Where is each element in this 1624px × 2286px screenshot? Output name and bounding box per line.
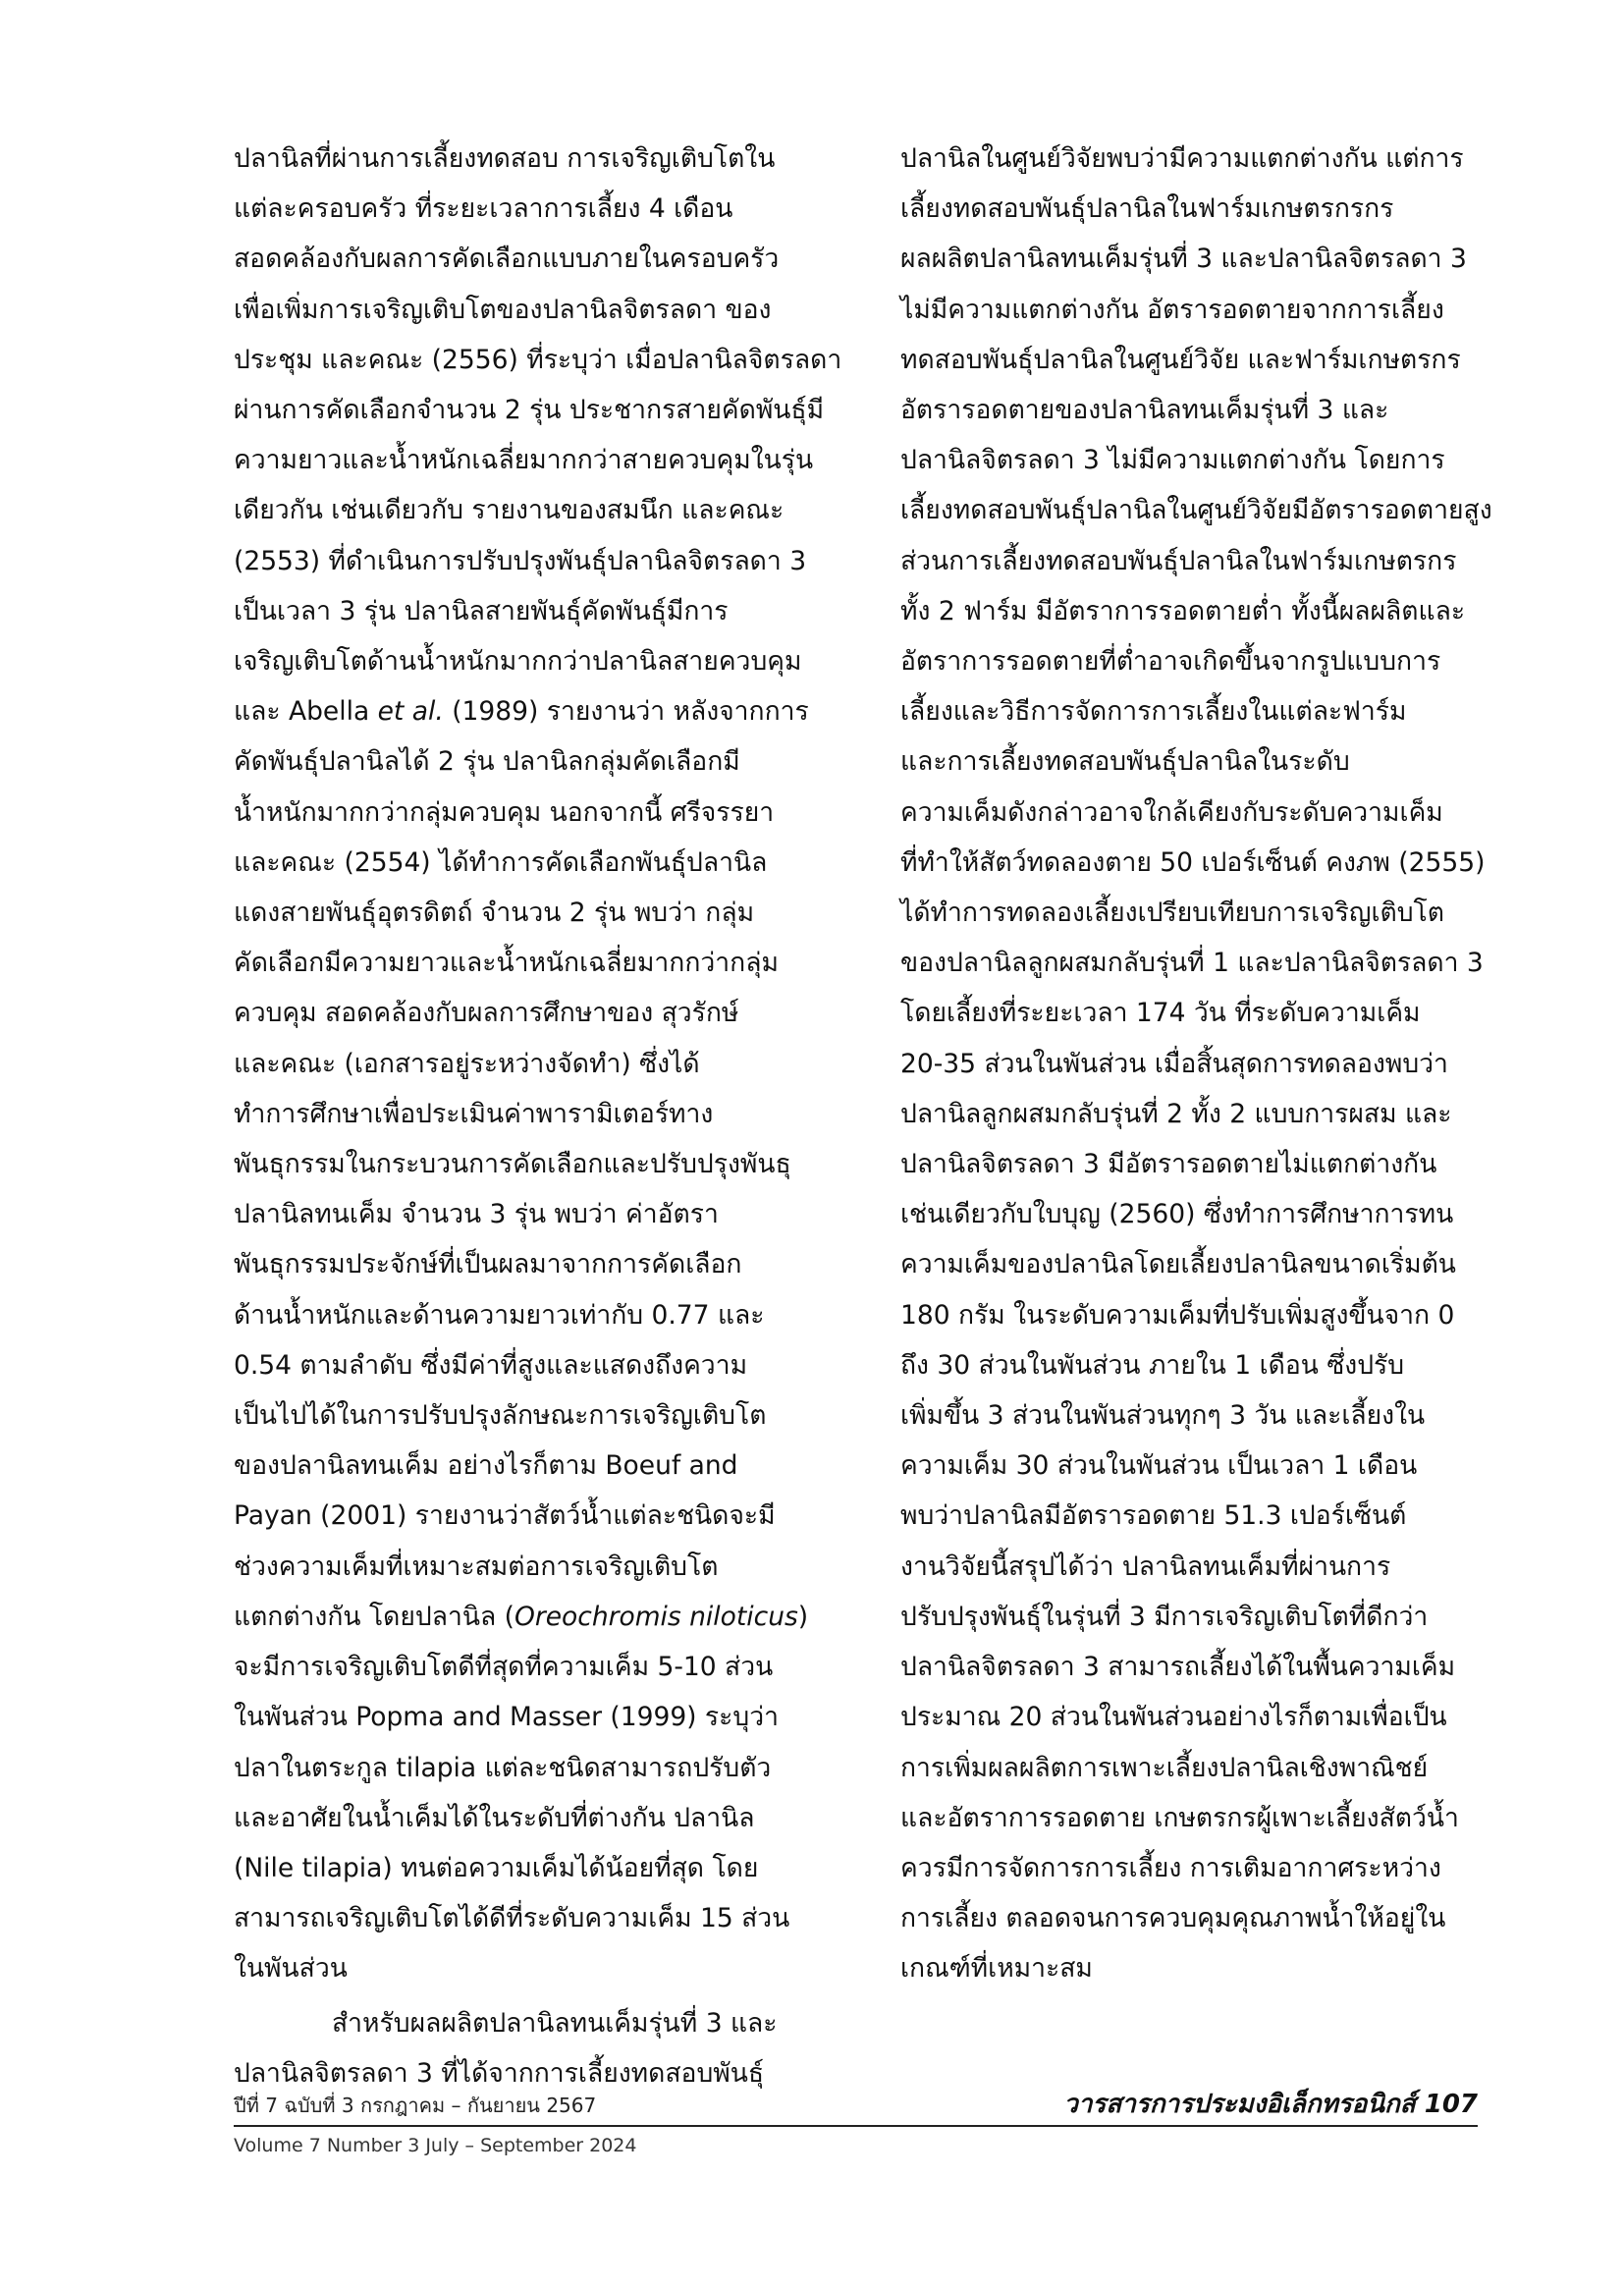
text-line: ปลานิลจิตรลดา 3 ไม่มีความแตกต่างกัน โดยการ — [900, 445, 1445, 476]
text-line: ด้านน้ำหนักและด้านความยาวเท่ากับ 0.77 และ — [234, 1299, 765, 1331]
text-line: การเพิ่มผลผลิตการเพาะเลี้ยงปลานิลเชิงพาณิชย์ — [900, 1752, 1429, 1783]
text-line: ความยาวและน้ำหนักเฉลี่ยมากกว่าสายควบคุมในรุ่น — [234, 445, 814, 476]
text-line: 20-35 ส่วนในพันส่วน เมื่อสิ้นสุดการทดลองพบว่า — [900, 1048, 1448, 1079]
text-line: เป็นเวลา 3 รุ่น ปลานิลสายพันธุ์คัดพันธุ์มีการ — [234, 595, 729, 626]
text-line: แดงสายพันธุ์อุตรดิตถ์ จำนวน 2 รุ่น พบว่า กลุ่ม — [234, 898, 755, 929]
text-line: เกณฑ์ที่เหมาะสม — [900, 1953, 1093, 1985]
text-line: ปลานิลจิตรลดา 3 มีอัตรารอดตายไม่แตกต่างกัน — [900, 1149, 1437, 1180]
text-line: แตกต่างกัน โดยปลานิล (Oreochromis niloticus) — [234, 1601, 809, 1632]
text-line: และคณะ (เอกสารอยู่ระหว่างจัดทำ) ซึ่งได้ — [234, 1048, 700, 1079]
text-line: ควรมีการจัดการการเลี้ยง การเติมอากาศระหว่าง — [900, 1852, 1441, 1883]
text-line: และการเลี้ยงทดสอบพันธุ์ปลานิลในระดับ — [900, 746, 1350, 778]
text-line: ช่วงความเค็มที่เหมาะสมต่อการเจริญเติบโต — [234, 1551, 719, 1582]
text-line: (Nile tilapia) ทนต่อความเค็มได้น้อยที่สุด โดย — [234, 1852, 759, 1883]
text-line: ถึง 30 ส่วนในพันส่วน ภายใน 1 เดือน ซึ่งปรับ — [900, 1349, 1405, 1381]
text-line: สอดคล้องกับผลการคัดเลือกแบบภายในครอบครัว — [234, 244, 780, 275]
text-line: เลี้ยงทดสอบพันธุ์ปลานิลในศูนย์วิจัยมีอัตรารอดตายสูง — [900, 495, 1492, 526]
text-line: ปลานิลจิตรลดา 3 สามารถเลี้ยงได้ในพื้นความเค็ม — [900, 1652, 1456, 1683]
footer-issue-thai: ปีที่ 7 ฉบับที่ 3 กรกฎาคม – กันยายน 2567 — [234, 2092, 604, 2119]
text-line: 0.54 ตามลำดับ ซึ่งมีค่าที่สูงและแสดงถึงความ — [234, 1349, 748, 1381]
text-line: งานวิจัยนี้สรุปได้ว่า ปลานิลทนเค็มที่ผ่านการ — [900, 1551, 1391, 1582]
text-line: ของปลานิลลูกผสมกลับรุ่นที่ 1 และปลานิลจิตรลดา 3 — [900, 948, 1484, 979]
text-line: ประชุม และคณะ (2556) ที่ระบุว่า เมื่อปลานิลจิตรลดา — [234, 344, 842, 375]
text-line: อัตราการรอดตายที่ต่ำอาจเกิดขึ้นจากรูปแบบการ — [900, 646, 1441, 678]
text-line: Payan (2001) รายงานว่าสัตว์น้ำแต่ละชนิดจะมี — [234, 1500, 776, 1532]
footer-issue-english: Volume 7 Number 3 July – September 2024 — [234, 2135, 637, 2156]
text-line: แต่ละครอบครัว ที่ระยะเวลาการเลี้ยง 4 เดือน — [234, 193, 733, 225]
text-line: ผลผลิตปลานิลทนเค็มรุ่นที่ 3 และปลานิลจิตรลดา 3 — [900, 244, 1467, 275]
text-line: ความเค็มดังกล่าวอาจใกล้เคียงกับระดับความเค็ม — [900, 796, 1443, 828]
text-line: ปลานิลทนเค็ม จำนวน 3 รุ่น พบว่า ค่าอัตรา — [234, 1199, 719, 1230]
text-line: สำหรับผลผลิตปลานิลทนเค็มรุ่นที่ 3 และ — [332, 2007, 778, 2039]
text-line: พบว่าปลานิลมีอัตรารอดตาย 51.3 เปอร์เซ็นต์ — [900, 1500, 1407, 1532]
text-line: ประมาณ 20 ส่วนในพันส่วนอย่างไรก็ตามเพื่อเป็น — [900, 1702, 1447, 1733]
text-line: เจริญเติบโตด้านน้ำหนักมากกว่าปลานิลสายควบคุม — [234, 646, 802, 678]
text-line: คัดเลือกมีความยาวและน้ำหนักเฉลี่ยมากกว่ากลุ่ม — [234, 948, 779, 979]
text-line: ผ่านการคัดเลือกจำนวน 2 รุ่น ประชากรสายคัดพันธุ์มี — [234, 395, 825, 426]
text-line: ทั้ง 2 ฟาร์ม มีอัตราการรอดตายต่ำ ทั้งนี้ผลผลิตและ — [900, 595, 1466, 626]
text-line: อัตรารอดตายของปลานิลทนเค็มรุ่นที่ 3 และ — [900, 395, 1389, 426]
text-line: 180 กรัม ในระดับความเค็มที่ปรับเพิ่มสูงขึ้นจาก 0 — [900, 1299, 1455, 1331]
text-line: จะมีการเจริญเติบโตดีที่สุดที่ความเค็ม 5-10 ส่วน — [234, 1652, 774, 1683]
text-line: เพิ่มขึ้น 3 ส่วนในพันส่วนทุกๆ 3 วัน และเลี้ยงใน — [900, 1400, 1426, 1432]
footer-rule — [234, 2125, 1478, 2127]
text-line: และอัตราการรอดตาย เกษตรกรผู้เพาะเลี้ยงสัตว์น้ำ — [900, 1802, 1459, 1833]
text-line: เลี้ยงทดสอบพันธุ์ปลานิลในฟาร์มเกษตรกรกร — [900, 193, 1394, 225]
text-line: ได้ทำการทดลองเลี้ยงเปรียบเทียบการเจริญเติบโต — [900, 898, 1445, 929]
right-column — [900, 134, 1492, 1994]
text-line: (2553) ที่ดำเนินการปรับปรุงพันธุ์ปลานิลจิตรลดา 3 — [234, 545, 807, 576]
text-line: ควบคุม สอดคล้องกับผลการศึกษาของ สุวรักษ์ — [234, 998, 739, 1029]
text-line: เช่นเดียวกับใบบุญ (2560) ซึ่งทำการศึกษาการทน — [900, 1199, 1454, 1230]
text-line: ในพันส่วน Popma and Masser (1999) ระบุว่า — [234, 1702, 779, 1733]
text-line: ความเค็ม 30 ส่วนในพันส่วน เป็นเวลา 1 เดือน — [900, 1450, 1418, 1482]
text-line: สามารถเจริญเติบโตได้ดีที่ระดับความเค็ม 15 ส่วน — [234, 1903, 790, 1934]
left-column — [234, 134, 842, 2098]
text-line: ปลาในตระกูล tilapia แต่ละชนิดสามารถปรับตัว — [234, 1752, 772, 1783]
text-line: และอาศัยในน้ำเค็มได้ในระดับที่ต่างกัน ปลานิล — [234, 1802, 755, 1833]
text-line: ในพันส่วน — [234, 1953, 348, 1985]
text-line: ที่ทำให้สัตว์ทดลองตาย 50 เปอร์เซ็นต์ คงภพ (2555) — [900, 846, 1486, 878]
text-line: และ Abella et al. (1989) รายงานว่า หลังจากการ — [234, 696, 809, 728]
text-line: ปลานิลลูกผสมกลับรุ่นที่ 2 ทั้ง 2 แบบการผสม และ — [900, 1098, 1452, 1129]
text-line: ไม่มีความแตกต่างกัน อัตรารอดตายจากการเลี้ยง — [900, 294, 1444, 325]
text-line: ปลานิลที่ผ่านการเลี้ยงทดสอบ การเจริญเติบโตใน — [234, 143, 776, 174]
footer-journal-page-number: วารสารการประมงอิเล็กทรอนิกส์ 107 — [1054, 2088, 1478, 2121]
text-line: พันธุกรรมประจักษ์ที่เป็นผลมาจากการคัดเลือก — [234, 1249, 742, 1280]
text-line: น้ำหนักมากกว่ากลุ่มควบคุม นอกจากนี้ ศรีจรรยา — [234, 796, 775, 828]
text-line: เลี้ยงและวิธีการจัดการการเลี้ยงในแต่ละฟาร์ม — [900, 696, 1407, 728]
text-line: ปลานิลจิตรลดา 3 ที่ได้จากการเลี้ยงทดสอบพันธุ์ — [234, 2057, 765, 2089]
text-line: โดยเลี้ยงที่ระยะเวลา 174 วัน ที่ระดับความเค็ม — [900, 998, 1421, 1029]
text-line: คัดพันธุ์ปลานิลได้ 2 รุ่น ปลานิลกลุ่มคัดเลือกมี — [234, 746, 740, 778]
text-line: การเลี้ยง ตลอดจนการควบคุมคุณภาพน้ำให้อยู่ใน — [900, 1903, 1446, 1934]
text-line: ทำการศึกษาเพื่อประเมินค่าพารามิเตอร์ทาง — [234, 1098, 714, 1129]
text-line: ปรับปรุงพันธุ์ในรุ่นที่ 3 มีการเจริญเติบโตที่ดีกว่า — [900, 1601, 1429, 1632]
text-line: ส่วนการเลี้ยงทดสอบพันธุ์ปลานิลในฟาร์มเกษตรกร — [900, 545, 1457, 576]
text-line: ปลานิลในศูนย์วิจัยพบว่ามีความแตกต่างกัน แต่การ — [900, 143, 1464, 174]
text-line: ของปลานิลทนเค็ม อย่างไรก็ตาม Boeuf and — [234, 1450, 738, 1482]
text-line: ทดสอบพันธุ์ปลานิลในศูนย์วิจัย และฟาร์มเกษตรกร — [900, 344, 1461, 375]
text-line: พันธุกรรมในกระบวนการคัดเลือกและปรับปรุงพันธุ — [234, 1149, 791, 1180]
text-line: และคณะ (2554) ได้ทำการคัดเลือกพันธุ์ปลานิล — [234, 846, 768, 878]
text-line: เป็นไปได้ในการปรับปรุงลักษณะการเจริญเติบโต — [234, 1400, 767, 1432]
text-line: เดียวกัน เช่นเดียวกับ รายงานของสมนึก และคณะ — [234, 495, 785, 526]
paragraph — [234, 1998, 807, 2098]
text-line: เพื่อเพิ่มการเจริญเติบโตของปลานิลจิตรลดา ของ — [234, 294, 772, 325]
text-line: ความเค็มของปลานิลโดยเลี้ยงปลานิลขนาดเริ่มต้น — [900, 1249, 1456, 1280]
